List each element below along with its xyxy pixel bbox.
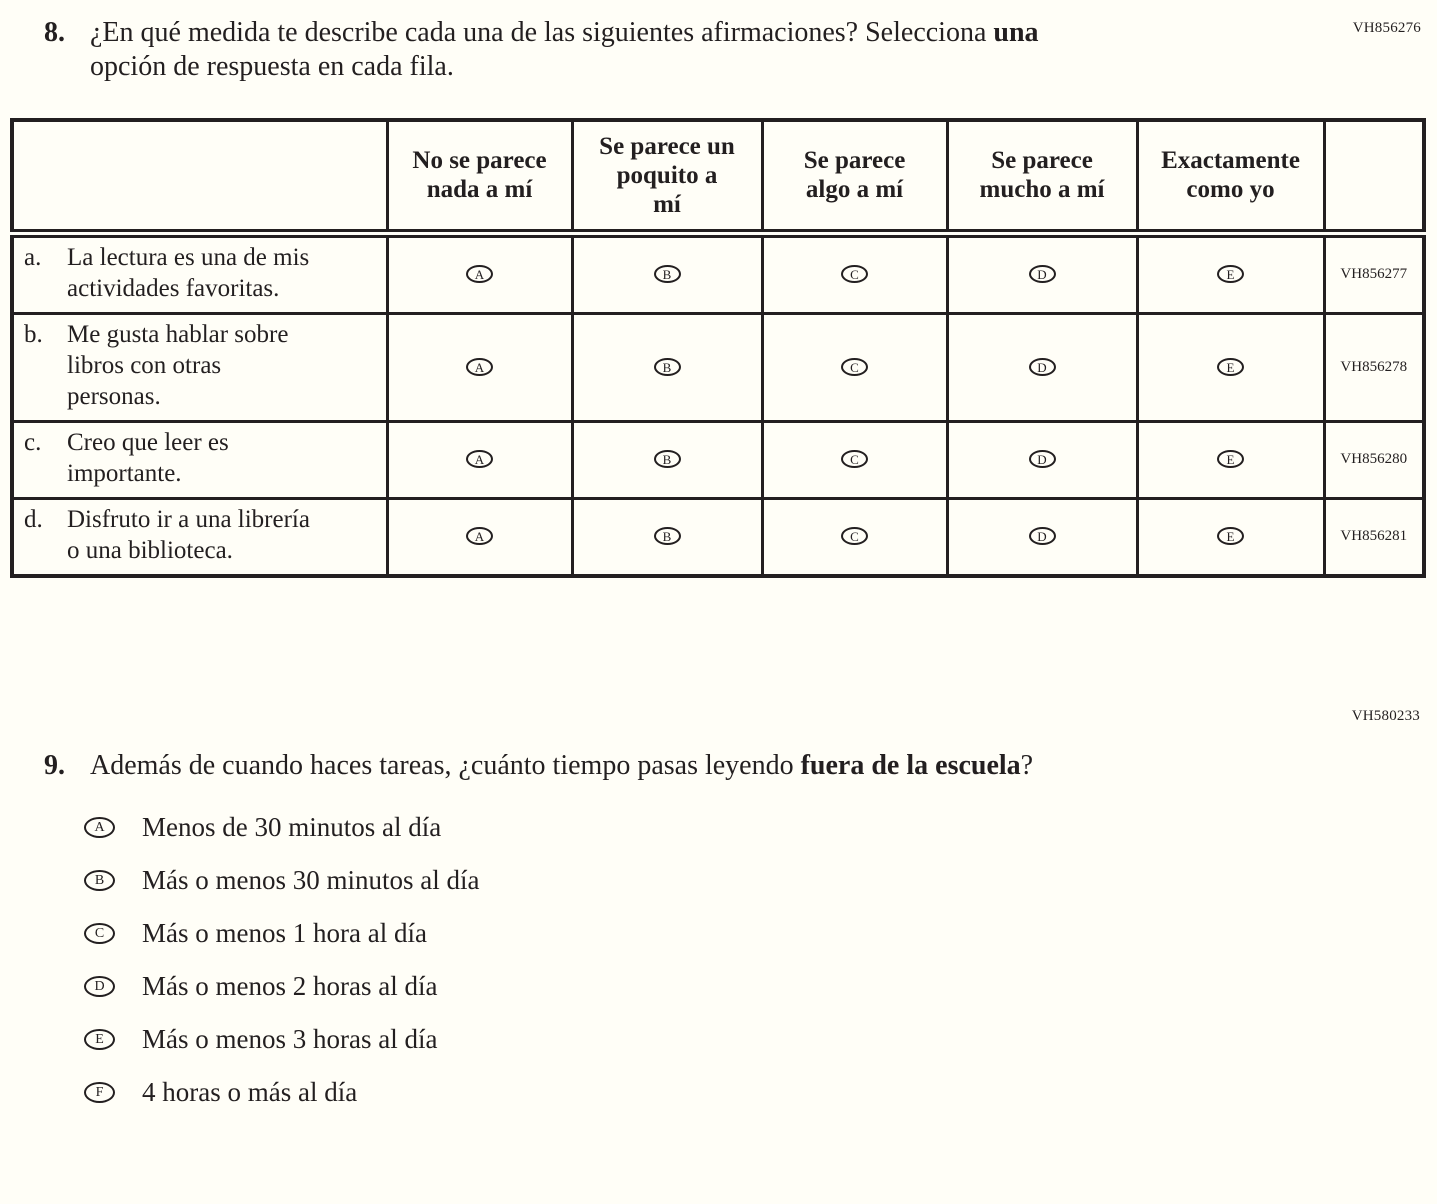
row-statement: La lectura es una de mis actividades favoritas. [67, 243, 310, 302]
row-statement: Disfruto ir a una librería o una biblioteca. [67, 505, 310, 564]
option-bubble-e[interactable]: E [1217, 527, 1244, 545]
answer-cell [1137, 421, 1324, 498]
answer-cell [572, 233, 762, 313]
table-row-d [12, 498, 1424, 576]
answer-cell [572, 498, 762, 576]
option-bubble-f[interactable]: F [84, 1082, 115, 1103]
statement-header-empty [12, 120, 387, 233]
answer-cell [1137, 233, 1324, 313]
answer-cell [387, 421, 572, 498]
question-8-number: 8. [44, 17, 65, 48]
option-bubble-d[interactable]: D [1029, 527, 1056, 545]
option-bubble-a[interactable]: A [466, 358, 493, 376]
answer-cell [762, 498, 947, 576]
question-8-line1: ¿En qué medida te describe cada una de las siguientes afirmaciones? Selecciona una [90, 17, 1039, 48]
question-8-text [90, 16, 1039, 84]
option-bubble-b[interactable]: B [84, 870, 115, 891]
item-code-row: VH856278 [1324, 313, 1424, 421]
answer-cell [947, 313, 1137, 421]
item-code-q8: VH856276 [1352, 20, 1421, 36]
option-bubble-c[interactable]: C [841, 527, 868, 545]
option-label: 4 horas o más al día [142, 1076, 358, 1107]
answer-option-b[interactable] [84, 854, 1437, 907]
row-letter: d. [24, 505, 43, 533]
question-8-line2: opción de respuesta en cada fila. [90, 51, 454, 82]
statement-cell [12, 498, 387, 576]
option-bubble-e[interactable]: E [1217, 358, 1244, 376]
answer-cell [762, 313, 947, 421]
answer-cell [572, 421, 762, 498]
option-bubble-c[interactable]: C [841, 450, 868, 468]
option-bubble-e[interactable]: E [1217, 265, 1244, 283]
column-header-poquito: Se parece un poquito a mí [572, 120, 762, 233]
column-header-algo: Se parece algo a mí [762, 120, 947, 233]
answer-cell [947, 233, 1137, 313]
answer-cell [1137, 498, 1324, 576]
option-bubble-e[interactable]: E [1217, 450, 1244, 468]
table-row-a [12, 233, 1424, 313]
question-9-text: Además de cuando haces tareas, ¿cuánto tiempo pasas leyendo fuera de la escuela? [90, 749, 1034, 781]
option-label: Más o menos 30 minutos al día [142, 864, 480, 895]
item-code-q9: VH580233 [1351, 707, 1420, 724]
option-label: Más o menos 3 horas al día [142, 1023, 438, 1054]
option-bubble-c[interactable]: C [841, 265, 868, 283]
answer-option-a[interactable] [84, 801, 1437, 854]
option-bubble-d[interactable]: D [1029, 450, 1056, 468]
item-code-row: VH856280 [1324, 421, 1424, 498]
option-bubble-c[interactable]: C [84, 923, 115, 944]
header-row [12, 120, 1424, 233]
answer-cell [387, 498, 572, 576]
response-matrix-table [10, 118, 1426, 578]
option-bubble-b[interactable]: B [654, 265, 681, 283]
item-code-row: VH856281 [1324, 498, 1424, 576]
answer-cell [387, 313, 572, 421]
question-9-options [84, 801, 1437, 1119]
option-bubble-d[interactable]: D [1029, 265, 1056, 283]
question-9-bold: fuera de la escuela [800, 749, 1021, 781]
item-code-row: VH856277 [1324, 233, 1424, 313]
option-label: Más o menos 1 hora al día [142, 917, 427, 948]
option-bubble-c[interactable]: C [841, 358, 868, 376]
question-8-bold: una [993, 17, 1039, 48]
row-statement: Creo que leer es importante. [67, 428, 229, 487]
option-label: Más o menos 2 horas al día [142, 970, 438, 1001]
answer-cell [1137, 313, 1324, 421]
question-8 [44, 16, 1407, 84]
option-bubble-a[interactable]: A [466, 265, 493, 283]
option-bubble-a[interactable]: A [466, 527, 493, 545]
answer-cell [762, 233, 947, 313]
row-letter: b. [24, 320, 43, 348]
answer-cell [762, 421, 947, 498]
answer-cell [572, 313, 762, 421]
table-row-b [12, 313, 1424, 421]
answer-option-f[interactable] [84, 1066, 1437, 1119]
row-letter: c. [24, 428, 42, 456]
option-bubble-b[interactable]: B [654, 358, 681, 376]
answer-option-e[interactable] [84, 1013, 1437, 1066]
answer-cell [947, 498, 1137, 576]
table-row-c [12, 421, 1424, 498]
answer-cell [947, 421, 1137, 498]
option-bubble-d[interactable]: D [84, 976, 115, 997]
question-9-number: 9. [44, 749, 65, 781]
answer-option-d[interactable] [84, 960, 1437, 1013]
column-header-mucho: Se parece mucho a mí [947, 120, 1137, 233]
answer-cell [387, 233, 572, 313]
statement-cell [12, 421, 387, 498]
statement-cell [12, 233, 387, 313]
column-header-exactamente: Exactamente como yo [1137, 120, 1324, 233]
option-bubble-a[interactable]: A [84, 817, 115, 838]
code-header-empty [1324, 120, 1424, 233]
row-letter: a. [24, 243, 42, 271]
column-header-nada: No se parece nada a mí [387, 120, 572, 233]
option-bubble-b[interactable]: B [654, 450, 681, 468]
row-statement: Me gusta hablar sobre libros con otras personas. [67, 320, 289, 410]
option-bubble-e[interactable]: E [84, 1029, 115, 1050]
option-label: Menos de 30 minutos al día [142, 811, 442, 842]
question-9 [44, 749, 1407, 783]
option-bubble-b[interactable]: B [654, 527, 681, 545]
option-bubble-d[interactable]: D [1029, 358, 1056, 376]
answer-option-c[interactable] [84, 907, 1437, 960]
statement-cell [12, 313, 387, 421]
option-bubble-a[interactable]: A [466, 450, 493, 468]
